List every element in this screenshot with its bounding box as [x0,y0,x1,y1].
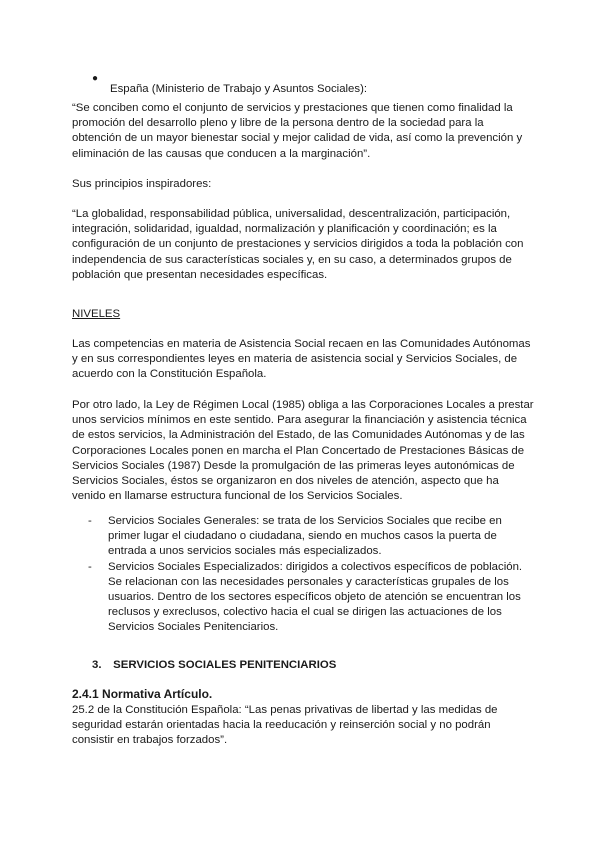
levels-list [72,514,532,636]
dash-marker: - [88,560,92,573]
para-competencias: Las competencias en materia de Asistencia Social recaen en las Comunidades Autónomas y en sus correspondientes leyes en materia de asistencia social y Servicios Sociales, de acuerdo con la Constitución Española. [72,338,531,381]
section-number: 3. [92,659,102,671]
quote-definition: “Se conciben como el conjunto de servicios y prestaciones que tienen como finalidad la promoción del desarrollo pleno y libre de la persona dentro de la sociedad para la obtención de un mayor bienestar social y mejor calidad de vida, así como la prevención y eliminación de las causas que conducen a la marginación”. [72,102,523,160]
subsection-title: 2.4.1 Normativa Artículo. [72,687,213,701]
list-item-text: Servicios Sociales Especializados: dirigidos a colectivos específicos de población. Se relacionan con las necesidades personales y características grupales de los usuarios. Dentro de los sectores específicos objeto de atención se encuentran los reclusos y exreclusos, colectivo hacia el cual se dirigen las actuaciones de los Servicios Sociales Penitenciarios. [108,560,523,634]
section-3-heading [92,658,336,673]
list-item-text: Servicios Sociales Generales: se trata de los Servicios Sociales que recibe en primer lugar el ciudadano o ciudadana, siendo en muchos casos la puerta de entrada a unos servicios sociales más especializados. [108,515,502,558]
section-title: SERVICIOS SOCIALES PENITENCIARIOS [113,659,337,671]
bullet-spain: España (Ministerio de Trabajo y Asuntos Sociales): [110,83,368,96]
quote-principles: “La globalidad, responsabilidad pública, universalidad, descentralización, participación, integración, solidaridad, igualdad, normalización y planificación y coordinación; es la configuración de un conjunto de prestaciones y servicios dirigidos a toda la población con independencia de sus características sociales y, en su caso, a determinados grupos de población que presentan necesidades específicas. [72,208,524,281]
list-item [72,560,532,636]
principles-label: Sus principios inspiradores: [72,178,212,190]
para-ley-regimen: Por otro lado, la Ley de Régimen Local (1985) obliga a las Corporaciones Locales a prestar unos servicios mínimos en este sentido. Para asegurar la financiación y asistencia técnica de estos servicios, la Administración del Estado, de las Comunidades Autónomas y de las Corporaciones Locales ponen en marcha el Plan Concertado de Prestaciones Básicas de Servicios Sociales (1987) Desde la promulgación de las primeras leyes autonómicas de Servicios Sociales, éstos se organizaron en dos niveles de atención, aspecto que ha venido en llamarse estructura funcional de los Servicios Sociales. [72,399,534,503]
list-item [72,514,532,560]
niveles-heading: NIVELES [72,308,121,320]
bullet-icon: ● [92,73,99,84]
para-constitucion: 25.2 de la Constitución Española: “Las penas privativas de libertad y las medidas de seguridad estarán orientadas hacia la reeducación y reinserción social y no podrán consistir en trabajos forzados”. [72,704,498,747]
dash-marker: - [88,515,92,527]
